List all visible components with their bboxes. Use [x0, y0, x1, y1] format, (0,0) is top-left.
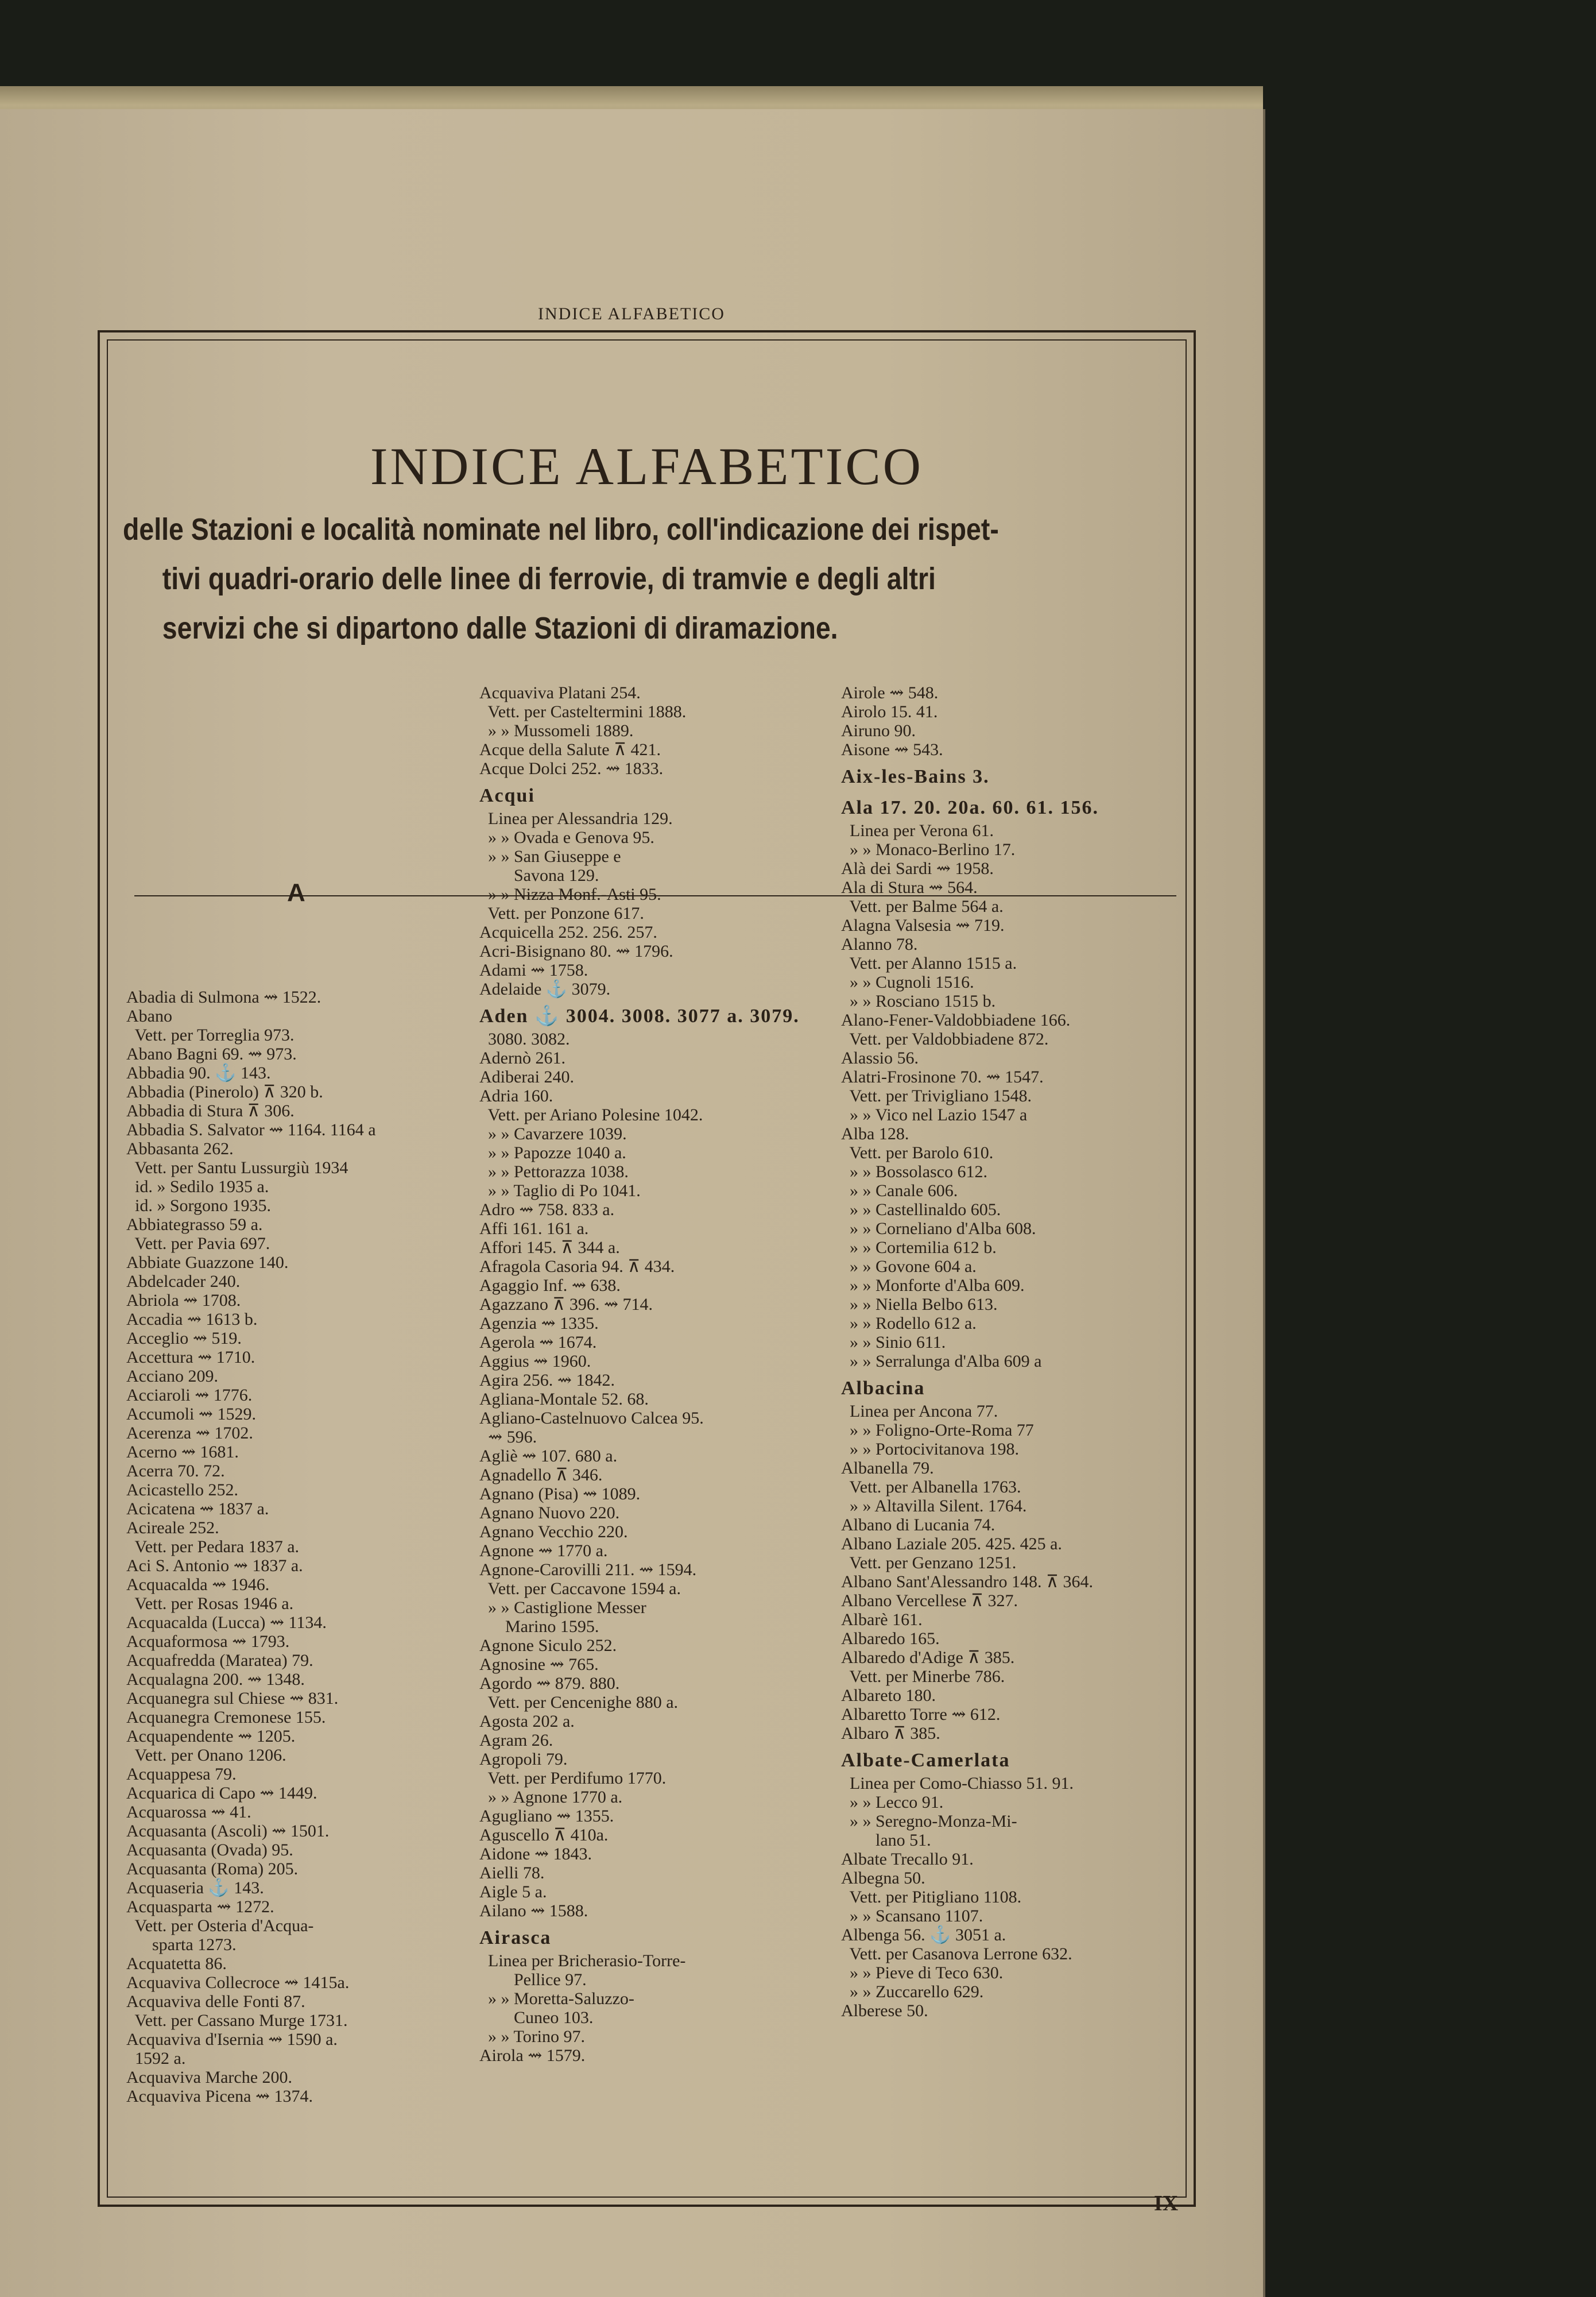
subtitle-line-3: servizi che si dipartono dalle Stazioni di diramazione.: [162, 611, 838, 645]
index-entry: » » Cortemilia 612 b.: [841, 1238, 997, 1257]
index-entry: Abbasanta 262.: [126, 1139, 234, 1158]
index-entry: Vett. per Casanova Lerrone 632.: [841, 1944, 1072, 1963]
index-entry: Cuneo 103.: [479, 2008, 594, 2027]
index-entry: Abano: [126, 1007, 172, 1026]
index-entry: 1592 a.: [126, 2049, 186, 2068]
index-entry: » » Lecco 91.: [841, 1793, 944, 1812]
index-entry: Acquasparta ⇝ 1272.: [126, 1897, 274, 1916]
index-entry: Albano di Lucania 74.: [841, 1515, 995, 1534]
index-entry: » » Pettorazza 1038.: [479, 1162, 629, 1181]
index-entry: Acquappesa 79.: [126, 1765, 237, 1784]
index-entry: Vett. per Ponzone 617.: [479, 904, 644, 923]
index-entry: Adiberai 240.: [479, 1068, 574, 1086]
index-entry: » » Govone 604 a.: [841, 1257, 977, 1276]
index-entry: Abbiategrasso 59 a.: [126, 1215, 263, 1234]
index-entry: Vett. per Albanella 1763.: [841, 1478, 1021, 1496]
index-entry: Acquaviva d'Isernia ⇝ 1590 a.: [126, 2030, 338, 2049]
index-entry: Adelaide ⚓ 3079.: [479, 980, 611, 999]
index-entry: Agnadello ⊼ 346.: [479, 1465, 603, 1484]
index-entry: Afragola Casoria 94. ⊼ 434.: [479, 1257, 675, 1276]
index-entry: Acquasanta (Ascoli) ⇝ 1501.: [126, 1822, 330, 1840]
index-entry: Acquapendente ⇝ 1205.: [126, 1727, 296, 1746]
subtitle: [123, 505, 1125, 653]
index-entry: Acquaviva delle Fonti 87.: [126, 1992, 305, 2011]
index-entry: Agnosine ⇝ 765.: [479, 1655, 599, 1674]
index-entry: Albareto 180.: [841, 1686, 936, 1705]
index-entry: Agordo ⇝ 879. 880.: [479, 1674, 620, 1693]
index-entry: Vett. per Cassano Murge 1731.: [126, 2011, 348, 2030]
index-column-1: [126, 988, 471, 2106]
index-entry: Vett. per Minerbe 786.: [841, 1667, 1005, 1686]
index-entry: Acri-Bisignano 80. ⇝ 1796.: [479, 942, 673, 961]
index-entry: Acqualagna 200. ⇝ 1348.: [126, 1670, 305, 1689]
index-entry: Accumoli ⇝ 1529.: [126, 1405, 256, 1424]
index-heading: Airasca: [479, 1927, 552, 1948]
index-entry: Abdelcader 240.: [126, 1272, 241, 1291]
index-entry: Acireale 252.: [126, 1518, 219, 1537]
index-heading: Albacina: [841, 1378, 925, 1399]
index-entry: Savona 129.: [479, 866, 599, 885]
index-entry: Albano Vercellese ⊼ 327.: [841, 1591, 1018, 1610]
index-entry: Linea per Bricherasio-Torre-: [479, 1951, 686, 1970]
index-entry: » » Rosciano 1515 b.: [841, 992, 996, 1011]
index-entry: id. » Sedilo 1935 a.: [126, 1177, 269, 1196]
index-entry: » » Vico nel Lazio 1547 a: [841, 1105, 1028, 1124]
index-entry: Agazzano ⊼ 396. ⇝ 714.: [479, 1295, 653, 1314]
index-entry: Linea per Ancona 77.: [841, 1402, 998, 1421]
index-entry: Acque Dolci 252. ⇝ 1833.: [479, 759, 664, 778]
index-entry: Aidone ⇝ 1843.: [479, 1844, 592, 1863]
index-heading: Albate-Camerlata: [841, 1750, 1010, 1771]
index-entry: » » Sinio 611.: [841, 1333, 946, 1352]
index-entry: Acquanegra Cremonese 155.: [126, 1708, 326, 1727]
index-entry: » » Moretta-Saluzzo-: [479, 1989, 634, 2008]
index-entry: Abbadia di Stura ⊼ 306.: [126, 1101, 295, 1120]
index-entry: Aggius ⇝ 1960.: [479, 1352, 591, 1371]
index-heading: Acqui: [479, 785, 535, 806]
index-entry: » » Foligno-Orte-Roma 77: [841, 1421, 1034, 1440]
index-entry: » » Corneliano d'Alba 608.: [841, 1219, 1036, 1238]
index-entry: Agliano-Castelnuovo Calcea 95.: [479, 1409, 704, 1428]
index-entry: Agira 256. ⇝ 1842.: [479, 1371, 615, 1390]
index-entry: Abbadia (Pinerolo) ⊼ 320 b.: [126, 1082, 323, 1101]
index-entry: » » Torino 97.: [479, 2027, 586, 2046]
index-entry: Acquaviva Platani 254.: [479, 683, 641, 702]
index-entry: Acquaseria ⚓ 143.: [126, 1878, 264, 1897]
index-entry: » » Niella Belbo 613.: [841, 1295, 998, 1314]
index-entry: Agnano (Pisa) ⇝ 1089.: [479, 1484, 641, 1503]
index-entry: Acicatena ⇝ 1837 a.: [126, 1499, 269, 1518]
index-entry: Albarè 161.: [841, 1610, 923, 1629]
index-entry: id. » Sorgono 1935.: [126, 1196, 271, 1215]
page-title: INDICE ALFABETICO: [370, 437, 924, 496]
index-entry: Aielli 78.: [479, 1863, 545, 1882]
index-entry: Acerenza ⇝ 1702.: [126, 1424, 253, 1443]
index-entry: » » Monforte d'Alba 609.: [841, 1276, 1025, 1295]
index-entry: Vett. per Cencenighe 880 a.: [479, 1693, 679, 1712]
index-entry: Acquasanta (Roma) 205.: [126, 1859, 299, 1878]
index-entry: Airole ⇝ 548.: [841, 683, 939, 702]
index-entry: Accettura ⇝ 1710.: [126, 1348, 255, 1367]
index-entry: Alberese 50.: [841, 2001, 928, 2020]
index-entry: Vett. per Caccavone 1594 a.: [479, 1579, 681, 1598]
index-entry: Acquacalda (Lucca) ⇝ 1134.: [126, 1613, 327, 1632]
index-entry: Acerra 70. 72.: [126, 1461, 225, 1480]
index-entry: » » Papozze 1040 a.: [479, 1143, 626, 1162]
index-entry: » » Agnone 1770 a.: [479, 1788, 623, 1807]
index-entry: Acquafredda (Maratea) 79.: [126, 1651, 313, 1670]
index-entry: Albenga 56. ⚓ 3051 a.: [841, 1925, 1006, 1944]
index-entry: » » Mussomeli 1889.: [479, 721, 634, 740]
index-heading: Ala 17. 20. 20a. 60. 61. 156.: [841, 797, 1099, 818]
page-number: IX: [1154, 2191, 1179, 2215]
index-entry: Agaggio Inf. ⇝ 638.: [479, 1276, 621, 1295]
index-entry: ⇝ 596.: [479, 1428, 537, 1447]
index-entry: Agliana-Montale 52. 68.: [479, 1390, 649, 1409]
index-entry: Vett. per Trivigliano 1548.: [841, 1086, 1032, 1105]
index-entry: Alatri-Frosinone 70. ⇝ 1547.: [841, 1068, 1044, 1086]
index-column-3: [841, 683, 1186, 2020]
index-entry: Abbadia S. Salvator ⇝ 1164. 1164 a: [126, 1120, 376, 1139]
index-entry: Acquaformosa ⇝ 1793.: [126, 1632, 290, 1651]
index-entry: Vett. per Valdobbiadene 872.: [841, 1030, 1049, 1049]
index-entry: Acquarossa ⇝ 41.: [126, 1803, 251, 1822]
index-entry: Ala di Stura ⇝ 564.: [841, 878, 978, 897]
index-entry: » » Canale 606.: [841, 1181, 958, 1200]
index-entry: Airola ⇝ 1579.: [479, 2046, 586, 2065]
index-entry: Albaro ⊼ 385.: [841, 1724, 940, 1743]
index-entry: Vett. per Balme 564 a.: [841, 897, 1004, 916]
index-entry: Albaredo d'Adige ⊼ 385.: [841, 1648, 1015, 1667]
index-entry: Albegna 50.: [841, 1869, 925, 1888]
index-entry: Ailano ⇝ 1588.: [479, 1901, 588, 1920]
index-entry: Agenzia ⇝ 1335.: [479, 1314, 599, 1333]
index-entry: Albano Laziale 205. 425. 425 a.: [841, 1534, 1062, 1553]
index-entry: Acerno ⇝ 1681.: [126, 1443, 239, 1461]
index-entry: Acciaroli ⇝ 1776.: [126, 1386, 253, 1405]
index-entry: Acquarica di Capo ⇝ 1449.: [126, 1784, 317, 1803]
index-entry: » » Seregno-Monza-Mi-: [841, 1812, 1017, 1831]
index-entry: Acquaviva Collecroce ⇝ 1415a.: [126, 1973, 350, 1992]
index-entry: » » Pieve di Teco 630.: [841, 1963, 1004, 1982]
index-entry: Linea per Alessandria 129.: [479, 809, 673, 828]
index-entry: Vett. per Onano 1206.: [126, 1746, 286, 1765]
index-entry: Albate Trecallo 91.: [841, 1850, 974, 1869]
index-entry: Acquacalda ⇝ 1946.: [126, 1575, 270, 1594]
index-entry: Vett. per Pedara 1837 a.: [126, 1537, 300, 1556]
index-heading: Aix-les-Bains 3.: [841, 766, 990, 787]
index-entry: Aisone ⇝ 543.: [841, 740, 943, 759]
index-entry: Agugliano ⇝ 1355.: [479, 1807, 614, 1826]
index-entry: Albaredo 165.: [841, 1629, 940, 1648]
index-entry: Vett. per Rosas 1946 a.: [126, 1594, 294, 1613]
index-entry: Agliè ⇝ 107. 680 a.: [479, 1447, 618, 1465]
index-entry: » » Portocivitanova 198.: [841, 1440, 1019, 1459]
index-entry: Agnone ⇝ 1770 a.: [479, 1541, 608, 1560]
index-entry: Vett. per Pitigliano 1108.: [841, 1888, 1022, 1907]
index-entry: Acceglio ⇝ 519.: [126, 1329, 242, 1348]
index-entry: » » Serralunga d'Alba 609 a: [841, 1352, 1042, 1371]
index-entry: » » Scansano 1107.: [841, 1907, 983, 1925]
index-entry: Acquatetta 86.: [126, 1954, 227, 1973]
index-entry: sparta 1273.: [126, 1935, 237, 1954]
index-entry: Acquanegra sul Chiese ⇝ 831.: [126, 1689, 339, 1708]
index-entry: Agropoli 79.: [479, 1750, 568, 1769]
index-entry: » » Castellinaldo 605.: [841, 1200, 1001, 1219]
index-entry: Abbiate Guazzone 140.: [126, 1253, 289, 1272]
index-entry: » » Ovada e Genova 95.: [479, 828, 654, 847]
index-entry: Vett. per Casteltermini 1888.: [479, 702, 687, 721]
index-entry: » » Altavilla Silent. 1764.: [841, 1496, 1027, 1515]
index-entry: Albaretto Torre ⇝ 612.: [841, 1705, 1001, 1724]
index-entry: Abano Bagni 69. ⇝ 973.: [126, 1045, 297, 1064]
index-entry: Agram 26.: [479, 1731, 553, 1750]
index-entry: Alà dei Sardi ⇝ 1958.: [841, 859, 994, 878]
index-entry: Acicastello 252.: [126, 1480, 238, 1499]
index-entry: Abadia di Sulmona ⇝ 1522.: [126, 988, 321, 1007]
index-entry: Agnano Nuovo 220.: [479, 1503, 620, 1522]
index-entry: Vett. per Perdifumo 1770.: [479, 1769, 667, 1788]
index-entry: Acquaviva Picena ⇝ 1374.: [126, 2087, 313, 2106]
subtitle-line-2: tivi quadri-orario delle linee di ferrovie, di tramvie e degli altri: [162, 562, 936, 596]
index-entry: Vett. per Torreglia 973.: [126, 1026, 295, 1045]
index-entry: Vett. per Ariano Polesine 1042.: [479, 1105, 703, 1124]
index-entry: Affi 161. 161 a.: [479, 1219, 589, 1238]
index-entry: Albano Sant'Alessandro 148. ⊼ 364.: [841, 1572, 1093, 1591]
index-entry: Airolo 15. 41.: [841, 702, 938, 721]
index-entry: lano 51.: [841, 1831, 931, 1850]
index-entry: Accadia ⇝ 1613 b.: [126, 1310, 258, 1329]
index-entry: » » Taglio di Po 1041.: [479, 1181, 641, 1200]
index-entry: Vett. per Genzano 1251.: [841, 1553, 1017, 1572]
index-entry: Vett. per Pavia 697.: [126, 1234, 270, 1253]
index-entry: Vett. per Barolo 610.: [841, 1143, 994, 1162]
index-entry: Agnone-Carovilli 211. ⇝ 1594.: [479, 1560, 697, 1579]
index-entry: Pellice 97.: [479, 1970, 587, 1989]
index-entry: » » Cugnoli 1516.: [841, 973, 974, 992]
index-entry: Acquicella 252. 256. 257.: [479, 923, 657, 942]
index-entry: Alanno 78.: [841, 935, 918, 954]
index-entry: Acquasanta (Ovada) 95.: [126, 1840, 293, 1859]
section-letter: A: [287, 879, 305, 907]
index-entry: Linea per Como-Chiasso 51. 91.: [841, 1774, 1074, 1793]
index-entry: Affori 145. ⊼ 344 a.: [479, 1238, 620, 1257]
index-entry: Linea per Verona 61.: [841, 821, 994, 840]
index-entry: Adernò 261.: [479, 1049, 565, 1068]
index-entry: Aigle 5 a.: [479, 1882, 547, 1901]
index-entry: Agosta 202 a.: [479, 1712, 575, 1731]
index-entry: 3080. 3082.: [479, 1030, 570, 1049]
index-entry: » » Monaco-Berlino 17.: [841, 840, 1016, 859]
index-entry: Alagna Valsesia ⇝ 719.: [841, 916, 1005, 935]
index-entry: Airuno 90.: [841, 721, 916, 740]
running-header: INDICE ALFABETICO: [538, 304, 725, 323]
index-entry: Abbadia 90. ⚓ 143.: [126, 1064, 271, 1082]
subtitle-line-1: delle Stazioni e località nominate nel libro, coll'indicazione dei rispet-: [123, 512, 999, 547]
index-entry: Alano-Fener-Valdobbiadene 166.: [841, 1011, 1071, 1030]
index-entry: Aguscello ⊼ 410a.: [479, 1826, 609, 1844]
index-entry: » » Rodello 612 a.: [841, 1314, 977, 1333]
index-entry: » » San Giuseppe e: [479, 847, 621, 866]
book-page: [0, 109, 1265, 2297]
index-entry: » » Bossolasco 612.: [841, 1162, 987, 1181]
index-entry: Adria 160.: [479, 1086, 553, 1105]
index-entry: Agnone Siculo 252.: [479, 1636, 617, 1655]
index-column-2: [479, 683, 824, 2065]
index-entry: Adro ⇝ 758. 833 a.: [479, 1200, 615, 1219]
index-entry: Adami ⇝ 1758.: [479, 961, 588, 980]
index-entry: Acquaviva Marche 200.: [126, 2068, 293, 2087]
index-entry: Acciano 209.: [126, 1367, 218, 1386]
index-entry: Vett. per Osteria d'Acqua-: [126, 1916, 314, 1935]
index-entry: Alba 128.: [841, 1124, 909, 1143]
index-entry: Marino 1595.: [479, 1617, 599, 1636]
index-entry: Vett. per Alanno 1515 a.: [841, 954, 1017, 973]
index-entry: » » Cavarzere 1039.: [479, 1124, 627, 1143]
index-entry: » » Castiglione Messer: [479, 1598, 646, 1617]
index-entry: » » Nizza Monf.-Asti 95.: [479, 885, 661, 904]
index-entry: » » Zuccarello 629.: [841, 1982, 984, 2001]
index-entry: Aci S. Antonio ⇝ 1837 a.: [126, 1556, 303, 1575]
index-entry: Alassio 56.: [841, 1049, 919, 1068]
index-entry: Albanella 79.: [841, 1459, 934, 1478]
index-entry: Acque della Salute ⊼ 421.: [479, 740, 661, 759]
index-heading: Aden ⚓ 3004. 3008. 3077 a. 3079.: [479, 1006, 800, 1027]
index-entry: Abriola ⇝ 1708.: [126, 1291, 241, 1310]
index-entry: Vett. per Santu Lussurgiù 1934: [126, 1158, 348, 1177]
index-entry: Agerola ⇝ 1674.: [479, 1333, 597, 1352]
index-entry: Agnano Vecchio 220.: [479, 1522, 628, 1541]
